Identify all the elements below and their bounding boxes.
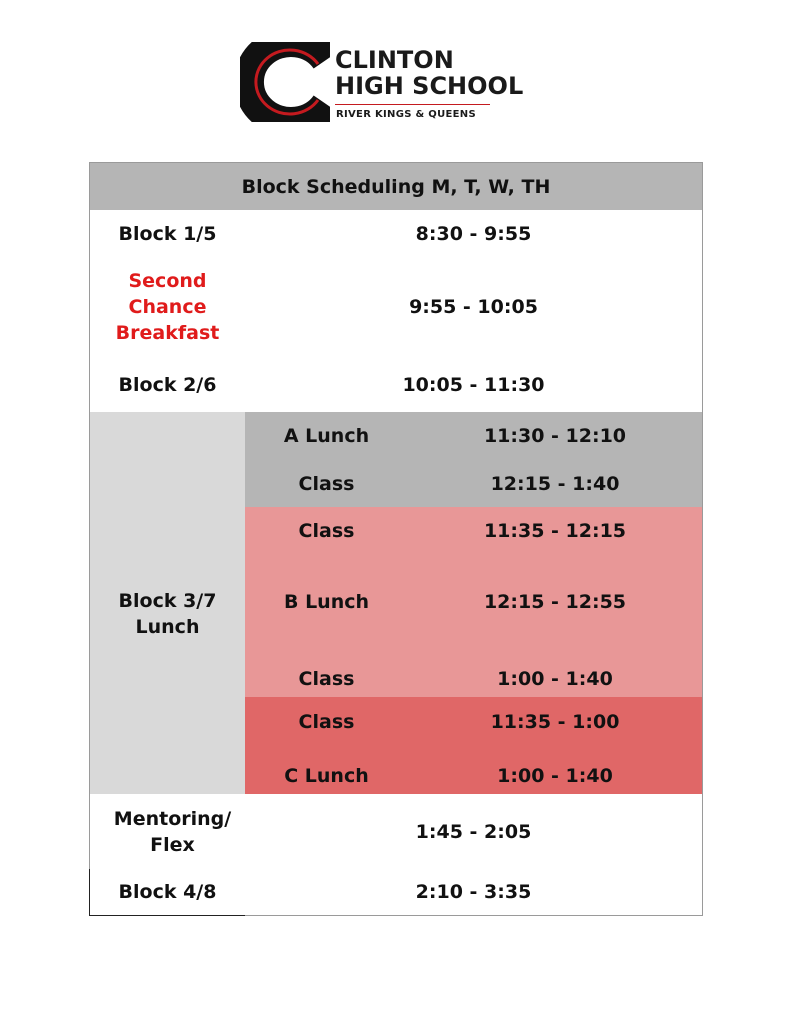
school-name-line2: HIGH SCHOOL bbox=[335, 72, 524, 100]
block-4-8-time: 2:10 - 3:35 bbox=[245, 869, 703, 916]
mentoring-flex-time: 1:45 - 2:05 bbox=[245, 794, 703, 870]
c-lunch-time: 1:00 - 1:40 bbox=[408, 746, 703, 795]
b-lunch-class1-name: Class bbox=[245, 507, 409, 555]
block-3-7-label-line2: Lunch bbox=[135, 616, 200, 638]
block-1-5-time: 8:30 - 9:55 bbox=[245, 210, 703, 258]
mentoring-flex-label bbox=[89, 794, 246, 870]
block-2-6-time: 10:05 - 11:30 bbox=[245, 357, 703, 413]
school-logo bbox=[240, 42, 560, 124]
block-1-5-label: Block 1/5 bbox=[89, 210, 246, 258]
b-lunch-name: B Lunch bbox=[245, 554, 409, 650]
block-3-7-label-line1: Block 3/7 bbox=[118, 590, 217, 612]
a-lunch-time: 11:30 - 12:10 bbox=[408, 412, 703, 461]
logo-divider bbox=[335, 104, 490, 105]
logo-tagline: RIVER KINGS & QUEENS bbox=[336, 109, 476, 120]
b-lunch-class1-time: 11:35 - 12:15 bbox=[408, 507, 703, 555]
block-2-6-label: Block 2/6 bbox=[89, 357, 246, 413]
breakfast-label-line3: Breakfast bbox=[115, 322, 220, 344]
breakfast-label-line2: Chance bbox=[128, 296, 207, 318]
breakfast-time: 9:55 - 10:05 bbox=[245, 257, 703, 358]
b-lunch-class2-name: Class bbox=[245, 649, 409, 698]
school-name-line1: CLINTON bbox=[335, 46, 454, 74]
mentoring-label-line1: Mentoring/ bbox=[113, 807, 232, 830]
second-chance-breakfast-label bbox=[89, 257, 246, 358]
b-lunch-class2-time: 1:00 - 1:40 bbox=[408, 649, 703, 698]
breakfast-label-line1: Second bbox=[128, 270, 207, 292]
block-4-8-label: Block 4/8 bbox=[89, 869, 246, 916]
schedule-title: Block Scheduling M, T, W, TH bbox=[89, 162, 703, 211]
c-lunch-class-name: Class bbox=[245, 697, 409, 747]
c-monogram-icon bbox=[240, 42, 330, 122]
mentoring-label-line2: Flex bbox=[150, 833, 195, 856]
c-lunch-class-time: 11:35 - 1:00 bbox=[408, 697, 703, 747]
a-lunch-class-time: 12:15 - 1:40 bbox=[408, 460, 703, 508]
c-lunch-name: C Lunch bbox=[245, 746, 409, 795]
a-lunch-name: A Lunch bbox=[245, 412, 409, 461]
b-lunch-time: 12:15 - 12:55 bbox=[408, 554, 703, 650]
a-lunch-class-name: Class bbox=[245, 460, 409, 508]
block-3-7-lunch-label bbox=[89, 412, 246, 795]
